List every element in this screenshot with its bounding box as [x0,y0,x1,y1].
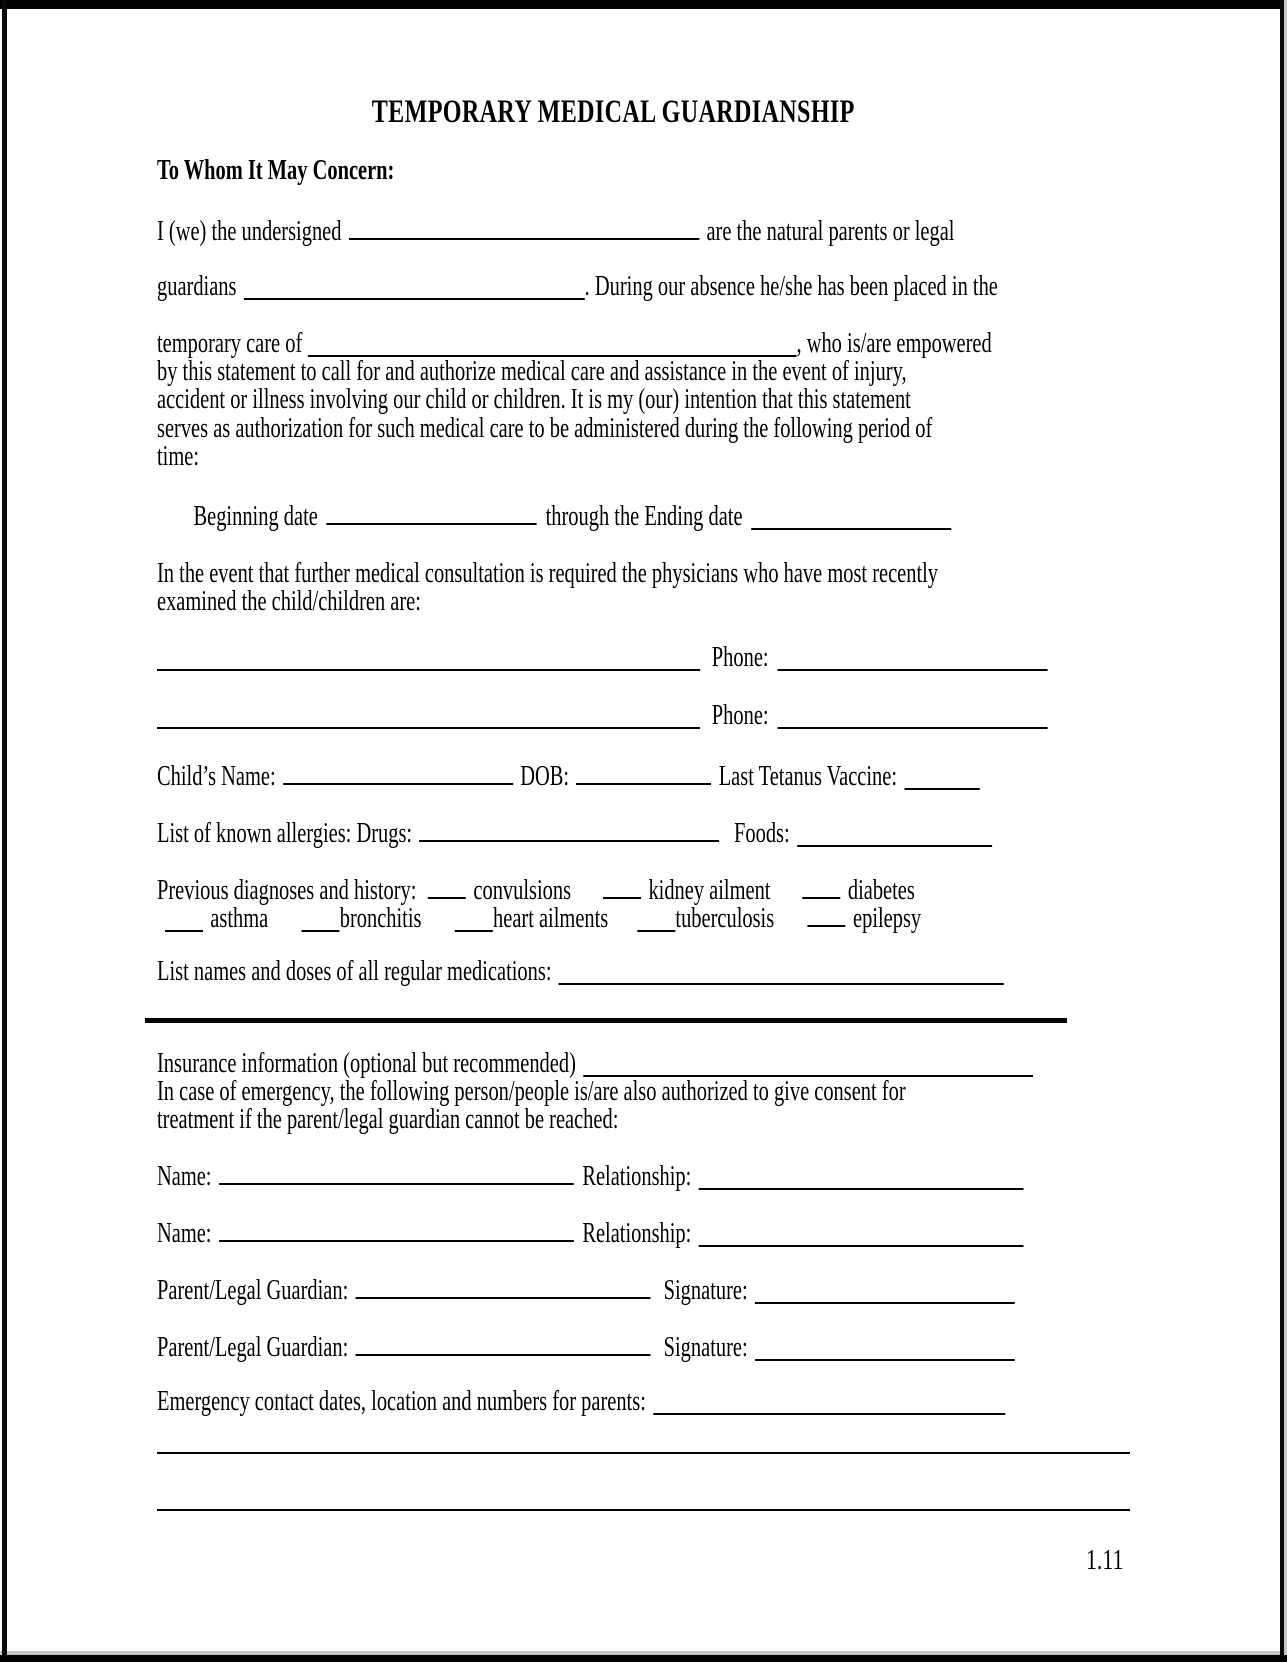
intro-line-6: serves as authorization for such medical care to be administered during the following period of [157,413,933,444]
page-border-left [2,0,7,1662]
bronchitis-label: bronchitis [339,903,422,934]
authorized-person-2-name-field[interactable] [219,1216,574,1242]
physician-1-phone-label: Phone: [711,642,769,673]
authorized-person-row-2 [157,1216,1070,1249]
page-number: 1.11 [1086,1545,1124,1576]
food-allergies-field[interactable] [797,821,992,847]
physician-2-phone-label: Phone: [711,700,769,731]
guardians-of-field[interactable] [244,274,585,300]
guardian-label: Parent/Legal Guardian: [157,1275,349,1306]
beginning-date-label: Beginning date [193,501,318,532]
intro-line-4: by this statement to call for and authorize medical care and assistance in the event of injury, [157,356,907,387]
guardian-signature-row-1 [157,1273,1070,1306]
intro-line-1 [157,214,1070,247]
guardian-signature-row-2 [157,1330,1070,1363]
intro-line-3-after: , who is/are empowered [796,328,992,359]
tuberculosis-check-field[interactable] [637,906,675,932]
authorized-person-row-1 [157,1159,1070,1192]
medications-label: List names and doses of all regular medications: [157,956,552,987]
intro-line-1-before: I (we) the undersigned [157,216,342,247]
emergency-contact-row [157,1387,1070,1417]
name-label: Name: [157,1218,212,1249]
emergency-contact-label: Emergency contact dates, location and numbers for parents: [157,1386,646,1417]
diabetes-label: diabetes [847,875,915,906]
physicians-intro-line-2: examined the child/children are: [157,586,421,617]
diabetes-check-field[interactable] [803,873,841,899]
kidney-ailment-label: kidney ailment [648,875,771,906]
form-title: TEMPORARY MEDICAL GUARDIANSHIP [371,94,855,130]
heart-ailments-label: heart ailments [493,903,609,934]
allergies-row [157,816,1070,849]
guardian-1-signature-field[interactable] [755,1278,1015,1304]
insurance-label: Insurance information (optional but recommended) [157,1048,576,1079]
physician-1-phone-field[interactable] [777,645,1047,671]
convulsions-label: convulsions [473,875,572,906]
tuberculosis-label: tuberculosis [675,903,775,934]
guardian-1-name-field[interactable] [356,1273,651,1299]
emergency-contact-field[interactable] [653,1389,1005,1415]
intro-line-1-after: are the natural parents or legal [706,216,955,247]
allergies-foods-label: Foods: [734,818,790,849]
convulsions-check-field[interactable] [428,873,466,899]
intro-line-2 [157,272,1070,302]
physician-row-2 [157,701,1070,731]
physician-row-1 [157,643,1070,673]
emergency-consent-line-1: In case of emergency, the following person/people is/are also authorized to give consent for [157,1076,906,1107]
diagnoses-row-1 [157,873,1070,906]
authorized-person-1-relationship-field[interactable] [699,1164,1024,1190]
diagnoses-label: Previous diagnoses and history: [157,875,417,906]
undersigned-names-field[interactable] [349,214,699,240]
child-name-field[interactable] [283,759,513,785]
signature-label: Signature: [663,1332,748,1363]
authorized-person-2-relationship-field[interactable] [699,1221,1024,1247]
intro-line-5: accident or illness involving our child or children. It is my (our) intention that this statement [157,384,911,415]
name-label: Name: [157,1161,212,1192]
asthma-check-field[interactable] [165,906,203,932]
tetanus-label: Last Tetanus Vaccine: [718,761,898,792]
physicians-intro-line-1: In the event that further medical consultation is required the physicians who have most recently [157,558,939,589]
heart-ailments-check-field[interactable] [455,906,493,932]
temporary-caregiver-field[interactable] [308,331,796,357]
emergency-consent-line-2: treatment if the parent/legal guardian cannot be reached: [157,1104,619,1135]
kidney-ailment-check-field[interactable] [603,873,641,899]
through-ending-date-label: through the Ending date [545,501,743,532]
drug-allergies-field[interactable] [419,816,719,842]
guardian-2-name-field[interactable] [356,1330,651,1356]
child-info-row [157,759,1070,792]
emergency-contact-extra-line-2[interactable] [157,1509,1130,1511]
intro-line-2-before: guardians [157,271,237,302]
intro-line-3-before: temporary care of [157,328,303,359]
epilepsy-check-field[interactable] [808,901,846,927]
child-name-label: Child’s Name: [157,761,276,792]
intro-line-3 [157,329,1070,359]
relationship-label: Relationship: [582,1161,692,1192]
guardian-label: Parent/Legal Guardian: [157,1332,349,1363]
medications-row [157,957,1070,987]
period-row [157,499,1106,532]
signature-label: Signature: [663,1275,748,1306]
tetanus-date-field[interactable] [904,764,979,790]
salutation: To Whom It May Concern: [157,155,395,186]
intro-line-7: time: [157,441,200,472]
authorized-person-1-name-field[interactable] [219,1159,574,1185]
physician-1-name-field[interactable] [157,645,700,671]
child-dob-label: DOB: [520,761,570,792]
guardian-2-signature-field[interactable] [755,1335,1015,1361]
intro-line-2-after: . During our absence he/she has been placed in the [584,271,998,302]
ending-date-field[interactable] [751,504,951,530]
diagnoses-row-2 [157,901,1078,934]
physician-2-name-field[interactable] [157,703,700,729]
physician-2-phone-field[interactable] [777,703,1047,729]
relationship-label: Relationship: [582,1218,692,1249]
insurance-info-field[interactable] [583,1051,1033,1077]
page-border-right [1280,0,1284,1662]
epilepsy-label: epilepsy [853,903,922,934]
child-dob-field[interactable] [576,759,711,785]
insurance-row [157,1049,1070,1079]
allergies-drugs-label: List of known allergies: Drugs: [157,818,413,849]
asthma-label: asthma [210,903,269,934]
emergency-contact-extra-line-1[interactable] [157,1452,1130,1454]
section-divider-rule [145,1018,1067,1023]
bronchitis-check-field[interactable] [302,906,340,932]
page-border-bottom [0,1655,1287,1662]
beginning-date-field[interactable] [327,499,537,525]
page-border-top [0,0,1287,9]
medications-field[interactable] [559,959,1004,985]
